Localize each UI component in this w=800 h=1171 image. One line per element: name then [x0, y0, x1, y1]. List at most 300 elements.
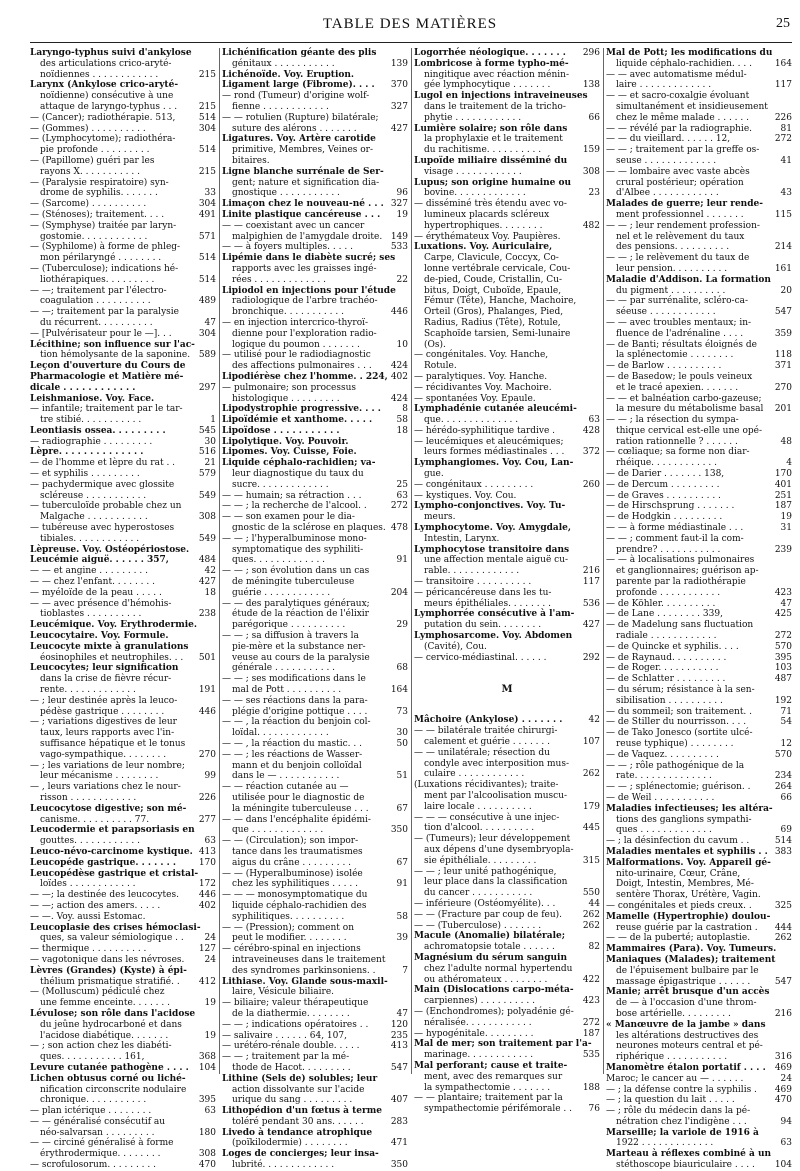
index-entry-text: — péricancéreuse dans les tu- — [414, 587, 552, 598]
index-entry — [414, 1018, 600, 1029]
index-entry-text: — — coexistant avec un cancer — [222, 220, 365, 231]
index-entry-text: Leucocytose digestive; son mé- — [30, 803, 187, 814]
index-entry — [414, 1029, 600, 1040]
index-entry-text: coagulation . . . . . . . . . . — [40, 296, 151, 307]
index-entry-page — [196, 91, 216, 102]
index-entry-text: scléreuse . . . . . . . . . . . — [40, 490, 147, 501]
index-entry-page: 446 — [198, 890, 216, 901]
index-entry — [414, 221, 600, 232]
index-entry-text: intraveineuses dans le traitement — [232, 954, 386, 965]
index-entry — [414, 599, 600, 610]
index-entry-page: 42 — [588, 715, 600, 726]
index-entry-page — [580, 124, 600, 135]
index-entry — [606, 242, 792, 253]
index-entry — [30, 469, 216, 480]
index-entry-page: 215 — [198, 101, 216, 112]
index-entry-page — [196, 361, 216, 372]
index-entry-text: les altérations destructives des — [616, 1030, 759, 1041]
index-entry-page — [580, 759, 600, 770]
index-entry-page — [772, 426, 792, 437]
index-entry — [414, 286, 600, 297]
index-entry — [30, 566, 216, 577]
index-entry — [222, 912, 408, 923]
index-entry — [606, 793, 792, 804]
index-entry-page: 216 — [774, 1008, 792, 1019]
index-entry-text: sie épithéliale. . . . . . . . . — [424, 855, 537, 866]
index-entry-text: Malgache . . . . . . . . . . . — [40, 512, 148, 523]
index-entry-text: des pensions. . . . . . . . . . — [616, 242, 730, 253]
index-entry — [30, 793, 216, 804]
index-entry — [222, 793, 408, 804]
index-entry-page: 395 — [774, 652, 792, 663]
index-entry — [222, 599, 408, 610]
index-entry-text: meurs. — [424, 512, 456, 523]
index-entry-page — [772, 48, 792, 59]
index-entry-text: tioblastes . . . . . . . . . . — [40, 609, 142, 620]
index-entry-page — [772, 253, 792, 264]
index-entry-page: 63 — [396, 490, 408, 501]
index-entry — [606, 501, 792, 512]
index-entry — [30, 933, 216, 944]
index-entry — [222, 318, 408, 329]
index-entry-text: Lécithine; son influence sur l'ac- — [30, 339, 195, 350]
index-entry-text: bitaires. — [232, 155, 270, 166]
index-entry-text: meurs épithéliales. . . . . . . . — [424, 598, 552, 609]
index-entry-text: — pachydermique avec glossite — [30, 479, 175, 490]
index-entry — [30, 739, 216, 750]
index-entry-page — [772, 555, 792, 566]
index-entry-text: — de Basedow; le pouls veineux — [606, 371, 753, 382]
index-entry-text: Lipoïdose . . . . . . . . . . . — [222, 425, 340, 436]
index-entry-text: Magnésium du sérum sanguin — [414, 952, 567, 963]
index-entry-page — [580, 383, 600, 394]
index-entry-page — [580, 372, 600, 383]
index-entry — [30, 221, 216, 232]
index-entry-page — [580, 642, 600, 653]
index-entry-page — [388, 113, 408, 124]
index-entry-page — [580, 867, 600, 878]
index-entry-text: des articulations crico-aryté- — [40, 58, 172, 69]
index-entry-page — [388, 923, 408, 934]
index-entry — [606, 858, 792, 869]
index-entry-page: 66 — [780, 792, 792, 803]
index-entry-text: — kystiques. Voy. Cou. — [414, 490, 517, 501]
index-entry-page — [580, 534, 600, 545]
index-entry — [606, 1074, 792, 1085]
index-entry-text: parégorique . . . . . . . . . . — [232, 620, 346, 631]
index-entry-page: 48 — [780, 436, 792, 447]
index-entry-text: chronique. . . . . . . . . . . — [40, 1095, 147, 1106]
index-entry — [30, 458, 216, 469]
index-entry-page: 47 — [780, 598, 792, 609]
index-entry — [414, 394, 600, 405]
index-entry-text: action dissolvante sur l'acide — [232, 1084, 365, 1095]
index-entry-page: 478 — [390, 523, 408, 534]
index-entry-page — [196, 372, 216, 383]
index-entry — [606, 145, 792, 156]
index-entry — [606, 836, 792, 847]
index-entry-text: — — et angine . . . . . . . . . — [30, 566, 148, 577]
index-entry-page: 549 — [198, 490, 216, 501]
index-entry-page — [580, 350, 600, 361]
index-entry-text: — utilisé pour le radiodiagnostic — [222, 350, 371, 361]
index-entry — [606, 750, 792, 761]
index-entry — [222, 372, 408, 383]
index-entry-page: 19 — [780, 512, 792, 523]
index-entry-page — [388, 955, 408, 966]
index-entry — [414, 80, 600, 91]
index-entry-page: 41 — [780, 155, 792, 166]
index-entry-page — [198, 869, 218, 880]
index-entry-text: — de Köhler. . . . . . . . . . — [606, 598, 716, 609]
index-entry-page — [388, 1052, 408, 1063]
index-entry-text: générale . . . . . . . . . . . — [232, 663, 336, 674]
index-entry — [30, 340, 216, 351]
index-entry-page — [772, 869, 792, 880]
index-entry-page: 12 — [780, 739, 792, 749]
index-entry-page: 304 — [198, 328, 216, 339]
index-entry-page: 350 — [390, 1160, 408, 1171]
index-entry-text: — scrofulosorum. . . . . . . . . — [30, 1160, 156, 1171]
index-entry — [30, 296, 216, 307]
index-entry-page — [580, 253, 600, 264]
index-entry-page: 164 — [390, 685, 408, 696]
index-entry-text: attaque de laryngo-typhus . . . — [40, 101, 178, 112]
index-entry-page: 296 — [582, 48, 600, 58]
index-entry-page — [388, 793, 408, 804]
index-entry — [414, 1083, 600, 1094]
index-entry-text: de la diathermie. . . . . . . . — [232, 1008, 350, 1019]
index-entry-text: — de Weil . . . . . . . . . . . — [606, 792, 715, 803]
index-entry-text: marinage. . . . . . . . . . . . — [424, 1050, 534, 1061]
index-entry-page — [196, 663, 216, 674]
index-entry-page — [196, 1020, 216, 1031]
index-entry-page — [196, 523, 216, 534]
index-entry-page: 535 — [582, 1050, 600, 1061]
index-entry-text: — — ; la recherche de l'alcool. . — [222, 501, 367, 512]
index-entry — [606, 599, 792, 610]
index-entry-text: — — , la réaction du mastic. . . — [222, 739, 362, 749]
index-entry-text: rayons X. . . . . . . . . . . — [40, 166, 140, 177]
index-entry — [30, 836, 216, 847]
index-entry — [606, 879, 792, 890]
index-entry — [606, 761, 792, 772]
index-entry — [30, 1138, 216, 1149]
index-entry-text: mann et du benjoin colloïdal — [232, 760, 362, 771]
index-entry — [30, 501, 216, 512]
index-entry-text: — — par surrénalite, scléro-ca- — [606, 296, 749, 307]
index-entry — [222, 1052, 408, 1063]
index-entry-page — [196, 696, 216, 707]
index-entry — [606, 1009, 792, 1020]
index-entry-text: séeuse . . . . . . . . . . . . — [616, 307, 716, 318]
index-entry-text: nel et le relèvement du taux — [616, 231, 745, 242]
index-entry — [414, 102, 600, 113]
page-title: TABLE DES MATIÈRES — [322, 16, 498, 32]
index-entry-page: 368 — [198, 1052, 216, 1063]
index-entry — [222, 566, 408, 577]
index-entry — [30, 599, 216, 610]
index-entry — [222, 167, 408, 178]
index-entry — [30, 124, 216, 135]
index-entry-text: — — ; leur rendement profession- — [606, 220, 760, 231]
index-entry-page — [196, 987, 216, 998]
index-entry — [606, 815, 792, 826]
index-entry-text: dienne pour l'exploration radio- — [232, 328, 377, 339]
index-entry — [30, 944, 216, 955]
index-entry — [606, 340, 792, 351]
index-entry-text: Leucoplasie des crises hémoclasi- — [30, 922, 201, 933]
index-entry-page: 547 — [774, 976, 792, 987]
index-entry — [222, 70, 408, 81]
index-entry — [606, 48, 792, 59]
index-entry-text: ques . . . . . . . . . . . . . — [616, 825, 712, 836]
index-entry — [414, 318, 600, 329]
index-entry-text: la prophylaxie et le traitement — [424, 134, 563, 145]
index-entry — [606, 124, 792, 135]
index-entry-text: — (Symphyse) traitée par laryn- — [30, 220, 177, 231]
index-entry — [222, 469, 408, 480]
index-entry-page: 7 — [402, 965, 408, 976]
index-entry — [606, 1041, 792, 1052]
index-entry-text: Malformations. Voy. Appareil gé- — [606, 857, 771, 868]
index-entry — [222, 923, 408, 934]
index-entry — [222, 836, 408, 847]
index-entry-page: 8 — [402, 404, 408, 415]
index-entry-text: Lipodystrophie progressive. . . . — [222, 404, 381, 415]
index-entry-text: tion d'alcool. . . . . . . . . . — [424, 823, 535, 834]
index-entry-page: 63 — [204, 836, 216, 847]
index-entry-page — [772, 70, 792, 81]
index-entry — [606, 264, 792, 275]
index-entry-page — [580, 210, 600, 221]
index-entry — [606, 717, 792, 728]
index-entry-page: 262 — [582, 920, 600, 931]
index-entry — [606, 372, 792, 383]
index-entry-text: — — unilatérale; résection du — [414, 747, 550, 758]
index-entry-page: 69 — [780, 825, 792, 836]
index-entry-text: Manomètre étalon portatif . . . . — [606, 1062, 766, 1073]
index-entry-page: 50 — [396, 739, 408, 749]
index-entry-text: — (Sténoses); traitement. . . . — [30, 209, 165, 220]
index-entry — [414, 199, 600, 210]
index-entry-text: — (Lymphocytome); radiothéra- — [30, 134, 176, 145]
index-entry-page: 501 — [198, 652, 216, 663]
index-entry — [606, 545, 792, 556]
index-entry-text: que. . . . . . . . . . . . . . — [424, 415, 519, 426]
index-entry-text: Macule (Anomalie) bilatérale; — [414, 931, 566, 942]
index-entry-text: — cérébro-spinal en injections — [222, 944, 361, 955]
index-entry-text: — ; variations digestives de leur — [30, 717, 177, 728]
index-entry — [414, 1093, 600, 1104]
index-entry-text: Pharmacologie et Matière mé- — [30, 371, 184, 382]
index-entry-page — [388, 329, 408, 340]
index-entry-page — [196, 48, 216, 59]
index-entry-page — [776, 944, 796, 955]
index-entry — [222, 1085, 408, 1096]
index-entry-page: 19 — [396, 209, 408, 220]
index-entry-text: crural postérieur; opération — [616, 177, 744, 188]
index-entry-text: parente par la radiothérapie — [616, 577, 746, 588]
index-entry-text: du pigment . . . . . . . . . . — [616, 285, 726, 296]
index-entry-page — [580, 845, 600, 856]
index-entry — [414, 178, 600, 189]
index-entry — [222, 825, 408, 836]
index-entry — [606, 275, 792, 286]
index-entry-text: — — avec présence d'hémohis- — [30, 598, 172, 609]
index-entry — [30, 1020, 216, 1031]
index-entry-page: 104 — [774, 1160, 792, 1171]
index-entry-text: ment professionnel . . . . . . . — [616, 209, 744, 220]
index-entry-page: 63 — [588, 415, 600, 426]
index-entry — [414, 167, 600, 178]
index-entry-page — [396, 286, 416, 297]
index-entry — [414, 566, 600, 577]
index-entry — [414, 609, 600, 620]
index-entry-page — [772, 858, 792, 869]
index-entry — [222, 739, 408, 750]
index-entry-text: — (Enchondromes); polyadénie gé- — [414, 1006, 574, 1017]
index-entry-text: Lèpre. . . . . . . . . . . . . . — [30, 447, 144, 458]
index-entry — [30, 653, 216, 664]
index-entry-text: achromatopsie totale . . . . . . — [424, 942, 555, 953]
index-entry — [222, 59, 408, 70]
index-entry-text: bitus, Doigt, Cuboïde, Epaule, — [424, 285, 562, 296]
index-entry — [30, 1085, 216, 1096]
index-entry-page: 4 — [786, 458, 792, 469]
index-entry-text: — érythémateux Voy. Paupières. — [414, 231, 561, 242]
index-entry-text: gnostique . . . . . . . . . . . — [232, 188, 340, 199]
index-entry-text: — — avec troubles mentaux; in- — [606, 317, 752, 328]
index-entry — [606, 707, 792, 718]
index-entry-text: Leucémique. Voy. Erythrodermie. — [30, 620, 198, 631]
index-entry-text: mal de Pott . . . . . . . . . . — [232, 685, 342, 696]
index-entry — [30, 890, 216, 901]
index-entry-text: — radiographie . . . . . . . . . — [30, 436, 153, 447]
index-entry — [414, 1007, 600, 1018]
index-entry-text: bovine. . . . . . . . . . . . . — [424, 188, 526, 199]
index-entry — [606, 847, 792, 858]
index-entry-page — [196, 340, 216, 351]
index-entry — [414, 491, 600, 502]
index-entry-page — [772, 275, 792, 286]
index-entry-text: la splénectomie . . . . . . . . — [616, 350, 734, 361]
index-entry-page: 127 — [198, 944, 216, 955]
index-entry — [606, 534, 792, 545]
index-entry-page: 24 — [204, 954, 216, 965]
index-entry-text: — — ; leur unité pathogénique, — [414, 866, 557, 877]
index-entry — [222, 242, 408, 253]
index-entry-page: 412 — [198, 976, 216, 987]
index-entry — [30, 609, 216, 620]
index-entry-text: visage . . . . . . . . . . . . — [424, 166, 522, 177]
index-entry-page: 239 — [774, 544, 792, 555]
index-entry-text: Lymphocytose transitoire dans — [414, 544, 570, 555]
index-entry-page — [388, 221, 408, 232]
index-entry — [606, 329, 792, 340]
index-entry-page: 533 — [390, 242, 408, 253]
index-entry-text: — — ; la résection du sympa- — [606, 415, 739, 426]
index-entry-page — [196, 286, 216, 297]
index-entry-page: 514 — [198, 112, 216, 123]
index-entry-text: — — bilatérale traitée chirurgi- — [414, 726, 558, 737]
index-entry-page — [388, 696, 408, 707]
index-entry — [30, 955, 216, 966]
index-entry — [30, 275, 216, 286]
index-entry — [414, 1104, 600, 1115]
index-entry — [222, 523, 408, 534]
index-entry-page: 402 — [198, 900, 216, 911]
index-entry — [414, 458, 600, 469]
index-entry-page: 272 — [582, 1017, 600, 1028]
index-entry-text: Lombricose à forme typho-mé- — [414, 58, 569, 69]
index-entry-text: — — lombaire avec vaste abcès — [606, 166, 750, 177]
index-entry-text: Lithopédion d'un fœtus à terme — [222, 1106, 382, 1117]
index-entry — [30, 329, 216, 340]
index-entry-text: rées . . . . . . . . . . . . . — [232, 274, 326, 285]
index-entry — [222, 1117, 408, 1128]
index-entry-page: 30 — [396, 728, 408, 739]
index-entry-page: 91 — [396, 879, 408, 890]
index-entry-text: — ; la défense contre la syphilis . — [606, 1084, 757, 1095]
index-entry-page — [388, 447, 408, 458]
index-entry — [414, 726, 600, 737]
index-entry-text: Larynx (Ankylose crico-aryté- — [30, 80, 179, 91]
index-entry-page: 370 — [390, 80, 408, 91]
index-entry-text: pie profonde . . . . . . . . . — [40, 145, 150, 156]
index-entry — [606, 1063, 792, 1074]
index-entry-text: sentère Thorax, Urétère, Vagin. — [616, 890, 761, 901]
index-entry-text: sibilisation . . . . . . . . . . — [616, 695, 723, 706]
index-entry — [30, 134, 216, 145]
index-entry-text: Lymphadénie cutanée aleucémi- — [414, 404, 577, 415]
index-entry — [414, 931, 600, 942]
index-entry — [606, 869, 792, 880]
index-entry — [222, 458, 408, 469]
index-entry — [414, 512, 600, 523]
index-entry-page — [388, 836, 408, 847]
index-entry — [606, 512, 792, 523]
index-entry-page: 71 — [780, 706, 792, 717]
index-entry-page — [772, 1041, 792, 1052]
index-entry-page — [772, 577, 792, 588]
index-entry — [414, 329, 600, 340]
index-entry-text: une femme enceinte. . . . . . . — [40, 998, 170, 1009]
index-entry-page — [388, 577, 408, 588]
index-entry — [222, 350, 408, 361]
index-entry-page — [388, 890, 408, 901]
index-entry-page — [580, 199, 600, 210]
index-entry-text: Carpe, Clavicule, Coccyx, Co- — [424, 253, 559, 264]
index-entry-page: 20 — [780, 285, 792, 296]
index-entry-text: radiologique de l'arbre trachéo- — [232, 296, 378, 307]
index-entry — [606, 653, 792, 664]
index-entry-text: Ligatures. Voy. Artère carotide — [222, 134, 376, 145]
index-entry — [222, 782, 408, 793]
index-entry-page — [388, 145, 408, 156]
index-entry-text: — — à localisations pulmonaires — [606, 555, 755, 566]
index-entry-text: — congénitales et pieds creux. . — [606, 900, 752, 911]
index-entry-text: tions des ganglions sympathi- — [616, 814, 752, 825]
index-entry — [30, 178, 216, 189]
index-entry-text: Orteil (Gros), Phalanges, Pied, — [424, 307, 564, 318]
index-entry-page — [580, 242, 600, 253]
index-entry — [606, 966, 792, 977]
index-entry — [222, 253, 408, 264]
index-entry — [222, 426, 408, 437]
index-entry-page: 66 — [588, 112, 600, 123]
index-entry-page — [580, 555, 600, 566]
